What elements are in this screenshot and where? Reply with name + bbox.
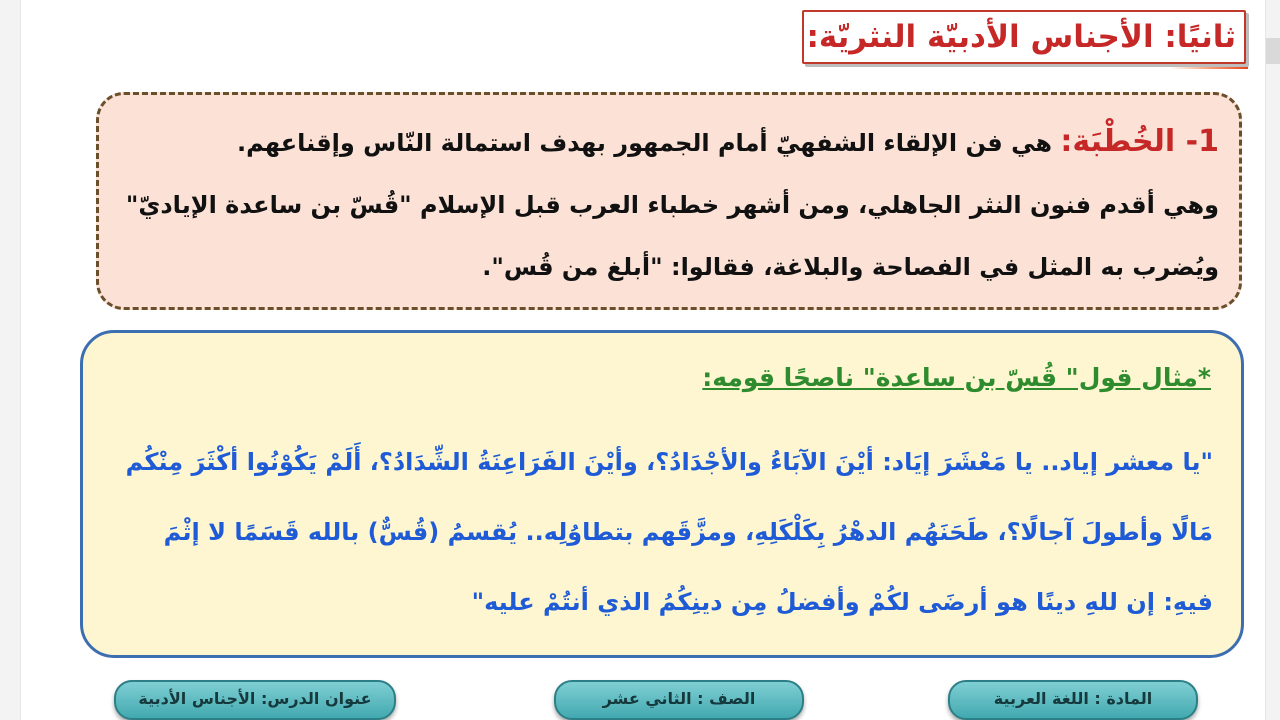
right-edge-bar <box>1265 0 1280 720</box>
section-title-box <box>802 10 1246 64</box>
right-edge-accent <box>1266 38 1280 64</box>
definition-detail: وهي أقدم فنون النثر الجاهلي، ومن أشهر خطباء العرب قبل الإسلام "قُسّ بن ساعدة الإياديّ" ويُضرب به المثل في الفصاحة والبلاغة، فقالوا: "أبلغ من قُس". <box>125 191 1219 281</box>
section-title: ثانيًا: الأجناس الأدبيّة النثريّة: <box>806 19 1236 55</box>
left-edge-bar <box>0 0 21 720</box>
footer-subject-pill: المادة : اللغة العربية <box>948 680 1198 720</box>
definition-box <box>96 92 1242 310</box>
definition-term: 1- الخُطْبَة: <box>1060 124 1219 159</box>
footer-class-pill: الصف : الثاني عشر <box>554 680 804 720</box>
example-box <box>80 330 1244 658</box>
example-heading: *مثال قول" قُسّ بن ساعدة" ناصحًا قومه: <box>702 363 1211 392</box>
definition-paragraph <box>115 111 1219 298</box>
footer-lesson-pill: عنوان الدرس: الأجناس الأدبية <box>114 680 396 720</box>
example-quote: "يا معشر إياد.. يا مَعْشَرَ إيَاد: أيْنَ الآبَاءُ والأجْدَادُ؟، وأيْنَ الفَرَاعِنَةُ الشِّدَادُ؟، أَلَمْ يَكُوْنُوا أكْثَرَ مِنْكُم مَالًا وأطولَ آجالًا؟، طَحَنَهُم الدهْرُ بِكَلْكَلِهِ، ومزَّقَهم بتطاوُلِه.. يُقسمُ (قُسٌّ) بالله قَسَمًا لا إثْمَ فيهِ: إن للهِ دينًا هو أرضَى لكُمْ وأفضلُ مِن دينِكُمُ الذي أنتُمْ عليه" <box>125 448 1213 616</box>
definition-text: هي فن الإلقاء الشفهيّ أمام الجمهور بهدف استمالة النّاس وإقناعهم. <box>236 129 1053 157</box>
